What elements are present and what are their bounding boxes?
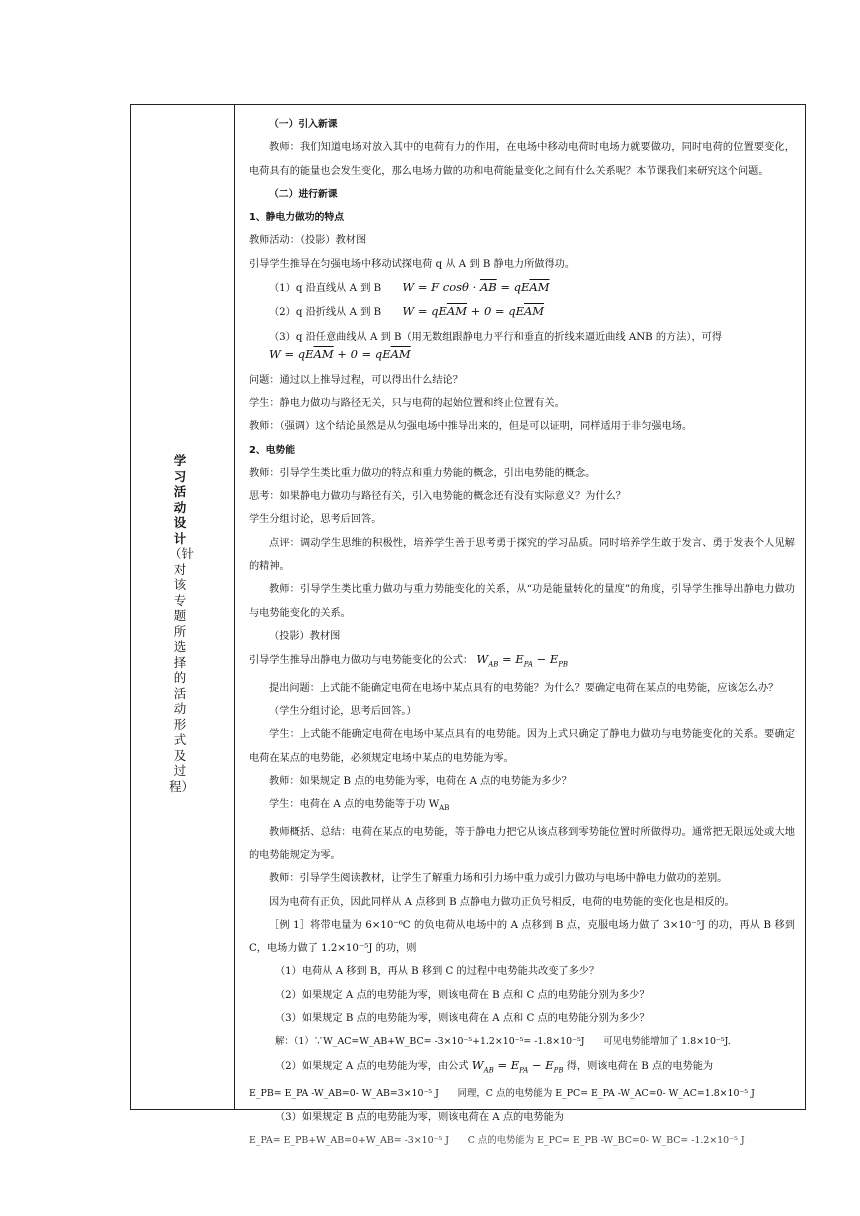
solution-2-formula: $W_{AB} = E_{PA} - E_{PB}$ [471, 1057, 564, 1074]
step-2-label: （2）q 沿折线从 A 到 B [269, 307, 382, 319]
step-2 [249, 300, 795, 324]
paragraph-derive: 引导学生推导在匀强电场中移动试探电荷 q 从 A 到 B 静电力所做得功。 [249, 258, 576, 270]
question-1: 问题：通过以上推导过程，可以得出什么结论？ [249, 374, 463, 386]
teacher-note-3: 教师：引导学生类比重力做功与重力势能变化的关系，从“功是能量转化的量度”的角度，引导学生推导出静电力做功与电势能变化的关系。 [249, 584, 795, 619]
question-3: 提出问题：上式能不能确定电荷在电场中某点具有的电势能？为什么？要确定电荷在某点的电势能，应该怎么办？ [269, 682, 779, 694]
step-1-formula: W = F $\cos\theta \cdot \overline{AB} = qE\overline{AM}$ [402, 280, 550, 295]
solution-1: 解：（1）∵W_AC=W_AB+W_BC= -3×10⁻⁵+1.2×10⁻⁵= -1.8×10⁻⁵J 可见电势能增加了 1.8×10⁻⁵J. [275, 1036, 731, 1048]
heading-potential-energy: 2、电势能 [249, 444, 296, 456]
example-question-1: （1）电荷从 A 移到 B，再从 B 移到 C 的过程中电势能共改变了多少？ [275, 966, 600, 978]
paragraph-projection: （投影）教材图 [269, 630, 341, 642]
step-3-formula: $W = qE\overline{AM} + 0 = qE\overline{AM}$ [269, 346, 411, 361]
teacher-summary: 教师概括、总结：电荷在某点的电势能，等于静电力把它从该点移到零势能位置时所做得功。通常把无限远处或大地的电势能规定为零。 [249, 826, 795, 861]
group-discussion-1: 学生分组讨论，思考后回答。 [249, 514, 382, 526]
solution-2: （2）如果规定 A 点的电势能为零，由公式 $W_{AB} = E_{PA} - E_{PB}$ 得，则该电荷在 B 点的电势能为 [275, 1057, 714, 1074]
step-2-formula: $W = qE\overline{AM} + 0 = qE\overline{AM}$ [402, 304, 545, 319]
example-1: ［例 1］将带电量为 6×10⁻⁶C 的负电荷从电场中的 A 点移到 B 点，克服电场力做了 3×10⁻⁵J 的功，再从 B 移到 C，电场力做了 1.2×10⁻⁵J 的功，则 [249, 919, 795, 955]
content-cell [235, 105, 805, 1146]
step-1-label: （1）q 沿直线从 A 到 B [269, 283, 382, 295]
solution-2-result: E_PB= E_PA -W_AB=0- W_AB=3×10⁻⁵ J 同理，C 点的电势能为 E_PC= E_PA -W_AC=0- W_AC=1.8×10⁻⁵ J [249, 1088, 755, 1100]
paragraph-formula [249, 648, 795, 677]
formula-label: 引导学生推导出静电力做功与电势能变化的公式： [249, 655, 474, 667]
teacher-note-4: 教师：如果规定 B 点的电势能为零，电荷在 A 点的电势能为多少？ [269, 776, 572, 788]
teacher-note-5: 教师：引导学生阅读教材，让学生了解重力场和引力场中重力或引力做功与电场中静电力做功的差别。 [269, 873, 728, 885]
sidebar-cell [131, 105, 235, 1109]
heading-intro: （一）引入新课 [269, 119, 338, 130]
teacher-note-2: 教师：引导学生类比重力做功的特点和重力势能的概念，引出电势能的概念。 [249, 467, 596, 479]
heading-work-feature: 1、静电力做功的特点 [249, 212, 344, 224]
step-3 [249, 329, 795, 364]
step-3-label: （3）q 沿任意曲线从 A 到 B（用无数组跟静电力平行和垂直的折线来逼近曲线 ANB 的方法），可得 [269, 331, 723, 343]
question-2: 思考：如果静电力做功与路径有关，引入电势能的概念还有没有实际意义？为什么？ [249, 491, 626, 503]
solution-3: （3）如果规定 B 点的电势能为零，则该电荷在 A 点的电势能为 [275, 1111, 564, 1123]
solution-3-result: E_PA= E_PB+W_AB=0+W_AB= -3×10⁻⁵ J C 点的电势能为 E_PC= E_PB -W_BC=0- W_BC= -1.2×10⁻⁵ J [249, 1134, 745, 1146]
example-question-3: （3）如果规定 B 点的电势能为零，则该电荷在 A 点和 C 点的电势能分别为多少？ [275, 1013, 650, 1025]
group-discussion-2: （学生分组讨论，思考后回答。） [269, 706, 417, 718]
heading-new-lesson: （二）进行新课 [269, 188, 338, 200]
section-vertical-title [169, 453, 195, 794]
step-1 [249, 276, 795, 300]
student-answer-2: 学生：上式能不能确定电荷在电场中某点具有的电势能。因为上式只确定了静电力做功与电势能变化的关系。要确定电荷在某点的电势能，必须规定电场中某点的电势能为零。 [249, 729, 795, 764]
lesson-table [130, 104, 806, 1146]
paragraph-sign: 因为电荷有正负，因此同样从 A 点移到 B 点静电力做功正负号相反，电荷的电势能的变化也是相反的。 [269, 896, 735, 908]
paragraph-intro: 教师：我们知道电场对放入其中的电荷有力的作用，在电场中移动电荷时电场力就要做功，同时电荷的位置要变化，电荷具有的能量也会发生变化，那么电场力做的功和电荷能量变化之间有什么关系呢？本节课我们来研究这个问题。 [249, 142, 795, 177]
teacher-note-1: 教师：（强调）这个结论虽然是从匀强电场中推导出来的，但是可以证明，同样适用于非匀强电场。 [249, 421, 693, 433]
student-answer-3: 学生：电荷在 A 点的电势能等于功 $W_{AB}$ [269, 799, 450, 813]
section-title: 学习活动设计 [173, 453, 187, 546]
work-energy-formula: $W_{AB} = E_{PA} - E_{PB}$ [476, 652, 569, 669]
paragraph-teacher-activity: 教师活动：（投影）教材图 [249, 235, 367, 247]
example-question-2: （2）如果规定 A 点的电势能为零，则该电荷在 B 点和 C 点的电势能分别为多少？ [275, 989, 650, 1001]
comment-1: 点评：调动学生思维的积极性，培养学生善于思考勇于探究的学习品质。同时培养学生敢于发言、勇于发表个人见解的精神。 [249, 537, 795, 573]
student-answer-1: 学生：静电力做功与路径无关，只与电荷的起始位置和终止位置有关。 [249, 397, 565, 409]
section-subtitle: （针对该专题所选择的活动形式及过程） [169, 546, 195, 794]
